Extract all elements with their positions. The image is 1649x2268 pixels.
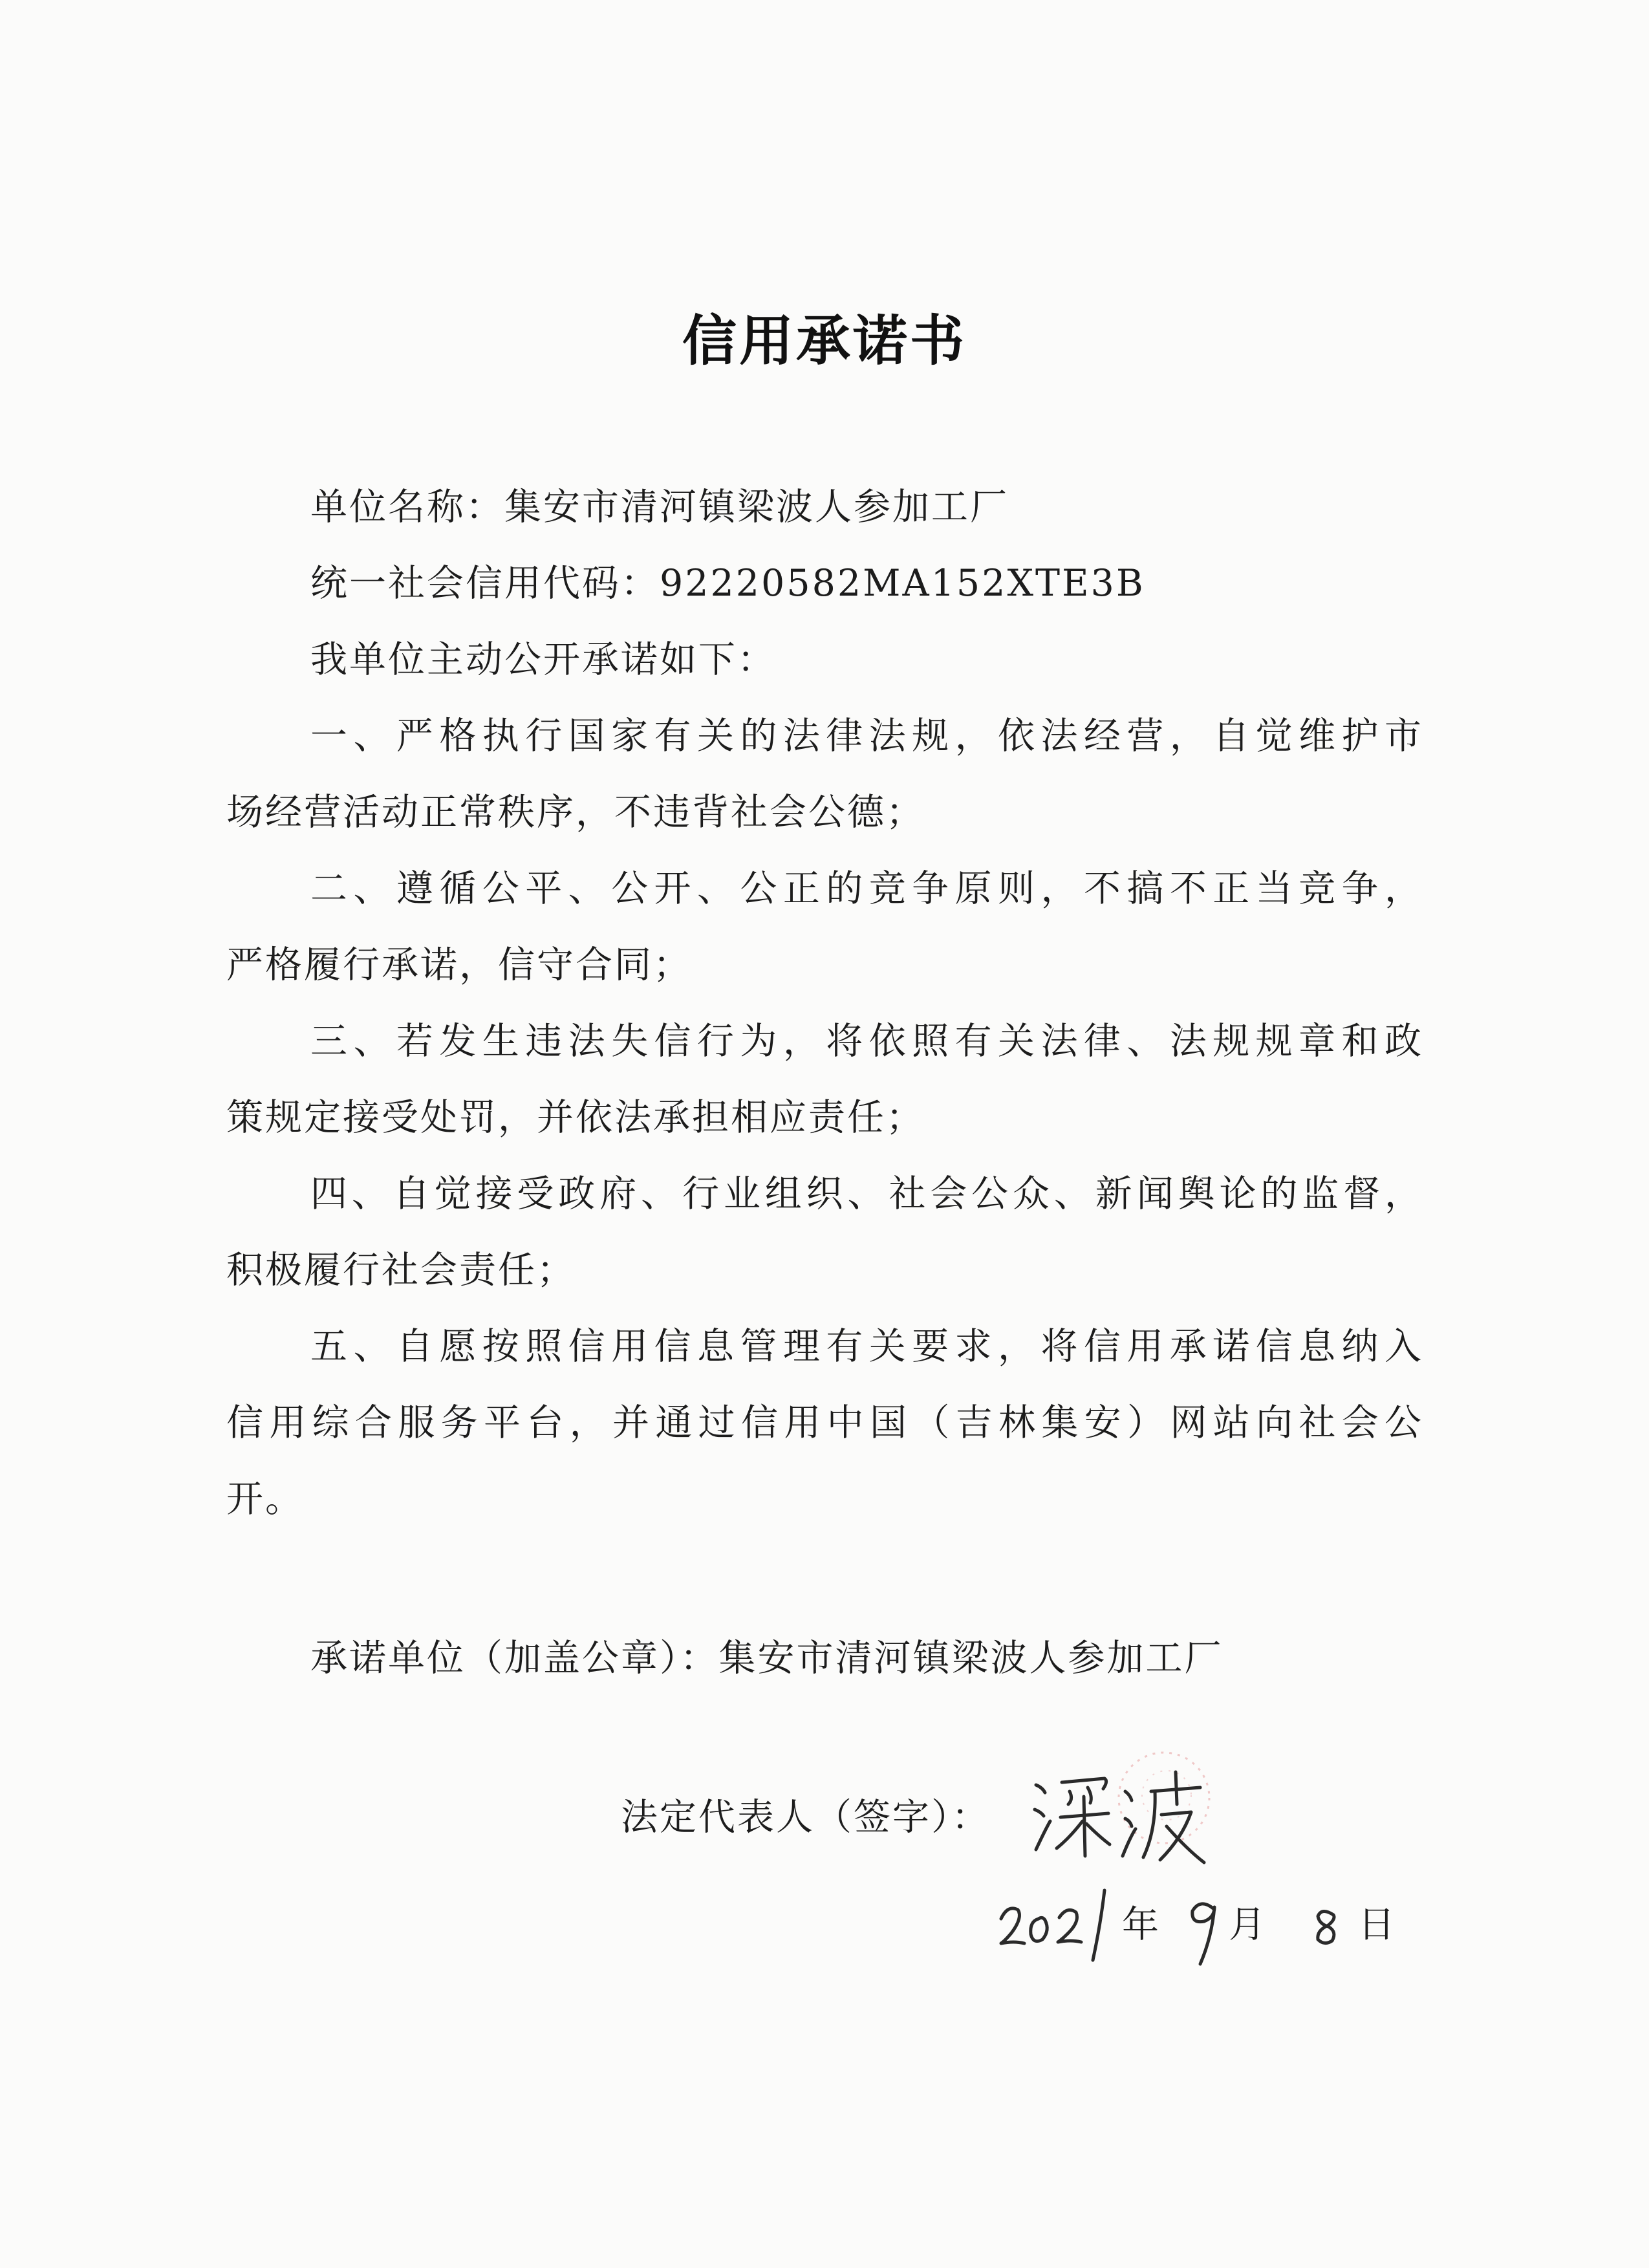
item4-line1: 四、自觉接受政府、行业组织、社会公众、新闻舆论的监督， xyxy=(310,1172,1423,1215)
item3-line1: 三、若发生违法失信行为，将依照有关法律、法规规章和政 xyxy=(310,1020,1423,1063)
day-label: 日 xyxy=(1358,1903,1395,1946)
year-label: 年 xyxy=(1122,1903,1159,1946)
item2-line2: 严格履行承诺，信守合同； xyxy=(226,944,692,986)
credit-code-line: 统一社会信用代码：92220582MA152XTE3B xyxy=(310,562,1145,605)
item4-line2: 积极履行社会责任； xyxy=(226,1249,576,1291)
handwritten-year-icon xyxy=(996,1879,1119,1969)
item1-line1: 一、严格执行国家有关的法律法规，依法经营，自觉维护市 xyxy=(310,715,1423,757)
signature-icon xyxy=(1028,1759,1209,1888)
handwritten-month-icon xyxy=(1177,1879,1235,1969)
month-label: 月 xyxy=(1229,1903,1266,1946)
intro-line: 我单位主动公开承诺如下： xyxy=(310,638,776,681)
item5-line2: 信用综合服务平台，并通过信用中国（吉林集安）网站向社会公 xyxy=(226,1401,1423,1444)
item3-line2: 策规定接受处罚，并依法承担相应责任； xyxy=(226,1096,925,1139)
committing-unit-line: 承诺单位（加盖公章）：集安市清河镇梁波人参加工厂 xyxy=(310,1637,1223,1679)
legal-rep-label: 法定代表人（签字）： xyxy=(621,1796,991,1839)
item1-line2: 场经营活动正常秩序，不违背社会公德； xyxy=(226,791,925,834)
unit-name-line: 单位名称：集安市清河镇梁波人参加工厂 xyxy=(310,486,1009,528)
item5-line1: 五、自愿按照信用信息管理有关要求，将信用承诺信息纳入 xyxy=(310,1325,1423,1368)
document-title: 信用承诺书 xyxy=(682,308,967,373)
item5-line3: 开。 xyxy=(226,1478,304,1520)
item2-line1: 二、遵循公平、公开、公正的竞争原则，不搞不正当竞争， xyxy=(310,867,1423,910)
handwritten-day-icon xyxy=(1300,1879,1352,1969)
